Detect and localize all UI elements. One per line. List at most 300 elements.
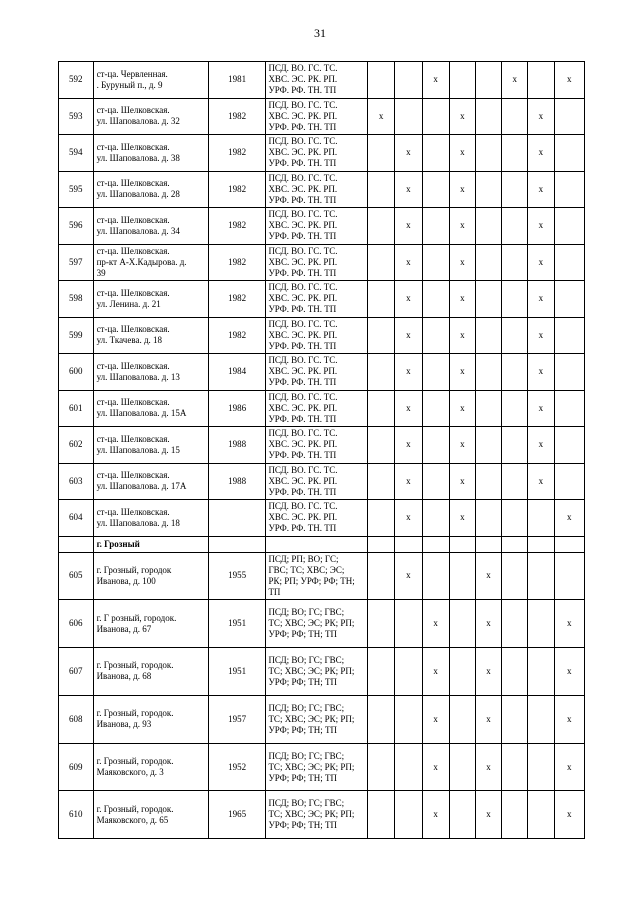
year-cell: 1982	[208, 281, 266, 318]
mark-cell	[449, 600, 475, 648]
address-line: ст-ца. Шелковская.	[96, 214, 170, 225]
address-cell	[93, 648, 208, 696]
address-line: ул. Шаповалова. д. 18	[96, 517, 180, 528]
table-row	[59, 135, 585, 172]
works-cell	[266, 62, 368, 99]
mark-cell	[554, 244, 584, 281]
year-cell: 1982	[208, 208, 266, 245]
works-line: ПСД. ВО. ГС. ТС.	[268, 464, 338, 475]
address-line: пр-кт А-Х.Кадырова. д.	[96, 256, 187, 267]
year-cell: 1986	[208, 390, 266, 427]
year-cell: 1988	[208, 463, 266, 500]
mark-cell	[475, 500, 501, 537]
mark-cell: x	[528, 463, 554, 500]
table-row	[59, 244, 585, 281]
address-line: ул. Шаповалова. д. 15А	[96, 408, 187, 419]
mark-cell: x	[395, 463, 422, 500]
works-cell	[266, 695, 368, 743]
mark-cell: x	[449, 500, 475, 537]
works-line: УРФ. РФ. ТН. ТП	[268, 158, 337, 169]
year-cell	[208, 500, 266, 537]
mark-cell: x	[554, 695, 584, 743]
works-line: ХВС. ЭС. РК. РП.	[268, 475, 338, 486]
mark-cell	[502, 500, 528, 537]
mark-cell	[368, 427, 395, 464]
works-cell	[266, 600, 368, 648]
mark-cell: x	[368, 98, 395, 135]
mark-cell	[395, 743, 422, 791]
year-cell: 1982	[208, 135, 266, 172]
works-line: ПСД. ВО. ГС. ТС.	[268, 136, 338, 147]
works-cell	[266, 98, 368, 135]
row-number: 599	[59, 317, 94, 354]
works-line: ХВС. ЭС. РК. РП.	[268, 147, 338, 158]
address-cell	[93, 427, 208, 464]
mark-cell	[368, 390, 395, 427]
works-cell	[266, 427, 368, 464]
address-line: ст-ца. Шелковская.	[96, 433, 170, 444]
mark-cell	[502, 552, 528, 600]
address-line: ст-ца. Червленная.	[96, 68, 168, 79]
mark-cell: x	[528, 244, 554, 281]
works-cell	[266, 463, 368, 500]
mark-cell: x	[395, 208, 422, 245]
year-cell: 1984	[208, 354, 266, 391]
works-line: ПСД. ВО. ГС. ТС.	[268, 172, 338, 183]
works-line: УРФ. РФ. ТН. ТП	[268, 413, 337, 424]
table-row	[59, 317, 585, 354]
mark-cell: x	[422, 743, 449, 791]
mark-cell	[475, 135, 501, 172]
works-line: УРФ; РФ; ТН; ТП	[268, 772, 337, 783]
mark-cell: x	[422, 695, 449, 743]
mark-cell: x	[422, 791, 449, 839]
mark-cell	[554, 135, 584, 172]
section-title: г. Грозный	[93, 536, 208, 552]
works-line: УРФ; РФ; ТН; ТП	[268, 724, 337, 735]
works-cell	[266, 743, 368, 791]
mark-cell	[422, 390, 449, 427]
works-line: ПСД. ВО. ГС. ТС.	[268, 209, 338, 220]
table-row	[59, 648, 585, 696]
mark-cell	[502, 317, 528, 354]
address-line: ул. Шаповалова. д. 28	[96, 189, 180, 200]
mark-cell	[368, 171, 395, 208]
works-line: УРФ. РФ. ТН. ТП	[268, 523, 337, 534]
mark-cell: x	[449, 427, 475, 464]
works-line: ПСД. ВО. ГС. ТС.	[268, 245, 338, 256]
table-row	[59, 463, 585, 500]
mark-cell: x	[554, 743, 584, 791]
mark-cell	[422, 281, 449, 318]
works-cell	[266, 244, 368, 281]
table-row	[59, 62, 585, 99]
mark-cell	[422, 354, 449, 391]
address-line: г. Г розный, городок.	[96, 612, 177, 623]
works-line: ПСД. ВО. ГС. ТС.	[268, 501, 338, 512]
mark-cell	[554, 390, 584, 427]
address-cell	[93, 600, 208, 648]
row-number: 598	[59, 281, 94, 318]
mark-cell	[395, 600, 422, 648]
mark-cell: x	[449, 463, 475, 500]
works-line: ПСД. ВО. ГС. ТС.	[268, 428, 338, 439]
works-line: ПСД. ВО. ГС. ТС.	[268, 63, 338, 74]
row-number: 595	[59, 171, 94, 208]
year-cell: 1982	[208, 317, 266, 354]
mark-cell: x	[475, 743, 501, 791]
mark-cell	[449, 552, 475, 600]
address-line: ул. Ткачева. д. 18	[96, 335, 163, 346]
address-line: Иванова, д. 93	[96, 719, 152, 730]
row-number: 596	[59, 208, 94, 245]
row-number: 602	[59, 427, 94, 464]
mark-cell	[554, 98, 584, 135]
mark-cell: x	[449, 390, 475, 427]
works-cell	[266, 390, 368, 427]
mark-cell	[528, 500, 554, 537]
mark-cell	[528, 695, 554, 743]
table-row	[59, 281, 585, 318]
mark-cell	[395, 648, 422, 696]
works-line: ПСД. ВО. ГС. ТС.	[268, 391, 338, 402]
works-line: УРФ; РФ; ТН; ТП	[268, 820, 337, 831]
address-cell	[93, 281, 208, 318]
address-cell	[93, 552, 208, 600]
mark-cell	[449, 791, 475, 839]
works-line: ХВС. ЭС. РК. РП.	[268, 402, 338, 413]
mark-cell	[368, 463, 395, 500]
address-line: ул. Шаповалова. д. 13	[96, 371, 180, 382]
mark-cell: x	[395, 317, 422, 354]
mark-cell	[475, 171, 501, 208]
works-line: ПСД. ВО. ГС. ТС.	[268, 282, 338, 293]
mark-cell: x	[528, 281, 554, 318]
mark-cell: x	[422, 648, 449, 696]
mark-cell	[528, 600, 554, 648]
address-line: ул. Шаповалова. д. 32	[96, 116, 180, 127]
mark-cell: x	[395, 390, 422, 427]
address-cell	[93, 743, 208, 791]
address-line: ст-ца. Шелковская.	[96, 324, 170, 335]
table-row	[59, 743, 585, 791]
mark-cell: x	[395, 500, 422, 537]
mark-cell: x	[554, 791, 584, 839]
mark-cell	[395, 98, 422, 135]
mark-cell: x	[395, 281, 422, 318]
mark-cell	[502, 390, 528, 427]
mark-cell: x	[475, 552, 501, 600]
mark-cell	[502, 427, 528, 464]
works-line: ТС; ХВС; ЭС; РК; РП;	[268, 665, 355, 676]
mark-cell	[449, 695, 475, 743]
works-line: ПСД; ВО; ГС; ГВС;	[268, 798, 345, 809]
mark-cell	[475, 281, 501, 318]
mark-cell	[475, 208, 501, 245]
mark-cell	[528, 552, 554, 600]
works-line: УРФ. РФ. ТН. ТП	[268, 340, 337, 351]
section-header-row	[59, 536, 585, 552]
year-cell: 1955	[208, 552, 266, 600]
address-line: ст-ца. Шелковская.	[96, 245, 170, 256]
mark-cell: x	[395, 552, 422, 600]
mark-cell: x	[395, 427, 422, 464]
mark-cell: x	[528, 208, 554, 245]
year-cell: 1982	[208, 244, 266, 281]
mark-cell	[368, 62, 395, 99]
works-line: ХВС. ЭС. РК. РП.	[268, 366, 338, 377]
mark-cell: x	[475, 600, 501, 648]
mark-cell: x	[395, 135, 422, 172]
mark-cell	[368, 135, 395, 172]
address-line: ул. Шаповалова. д. 17А	[96, 481, 187, 492]
mark-cell	[368, 244, 395, 281]
mark-cell	[422, 135, 449, 172]
mark-cell	[502, 743, 528, 791]
works-line: РК; РП; УРФ; РФ; ТН;	[268, 575, 355, 586]
works-line: ХВС. ЭС. РК. РП.	[268, 439, 338, 450]
mark-cell	[422, 427, 449, 464]
mark-cell: x	[449, 135, 475, 172]
address-cell	[93, 244, 208, 281]
address-line: ст-ца. Шелковская.	[96, 360, 170, 371]
mark-cell	[368, 317, 395, 354]
works-line: УРФ. РФ. ТН. ТП	[268, 450, 337, 461]
mark-cell: x	[449, 171, 475, 208]
table-row	[59, 354, 585, 391]
address-cell	[93, 354, 208, 391]
address-line: ст-ца. Шелковская.	[96, 470, 170, 481]
works-line: ПСД. ВО. ГС. ТС.	[268, 318, 338, 329]
works-line: УРФ. РФ. ТН. ТП	[268, 121, 337, 132]
table-row	[59, 390, 585, 427]
mark-cell	[502, 648, 528, 696]
mark-cell	[475, 244, 501, 281]
address-cell	[93, 500, 208, 537]
address-cell	[93, 98, 208, 135]
mark-cell	[368, 552, 395, 600]
year-cell: 1957	[208, 695, 266, 743]
mark-cell	[368, 600, 395, 648]
mark-cell: x	[502, 62, 528, 99]
address-cell	[93, 695, 208, 743]
mark-cell	[502, 208, 528, 245]
works-line: УРФ. РФ. ТН. ТП	[268, 377, 337, 388]
mark-cell	[554, 317, 584, 354]
mark-cell: x	[475, 695, 501, 743]
mark-cell	[368, 208, 395, 245]
mark-cell	[554, 281, 584, 318]
works-cell	[266, 208, 368, 245]
mark-cell	[368, 695, 395, 743]
works-line: ХВС. ЭС. РК. РП.	[268, 74, 338, 85]
works-cell	[266, 500, 368, 537]
mark-cell	[528, 648, 554, 696]
mark-cell	[475, 390, 501, 427]
mark-cell	[422, 208, 449, 245]
address-cell	[93, 135, 208, 172]
mark-cell: x	[528, 390, 554, 427]
works-line: ПСД. ВО. ГС. ТС.	[268, 355, 338, 366]
mark-cell: x	[475, 648, 501, 696]
mark-cell	[368, 281, 395, 318]
table-row	[59, 695, 585, 743]
address-line: Маяковского, д. 65	[96, 814, 169, 825]
mark-cell	[502, 600, 528, 648]
mark-cell: x	[449, 354, 475, 391]
row-number: 609	[59, 743, 94, 791]
works-line: ХВС. ЭС. РК. РП.	[268, 220, 338, 231]
mark-cell	[502, 171, 528, 208]
address-cell	[93, 62, 208, 99]
row-number: 608	[59, 695, 94, 743]
address-line: . Буруный п., д. 9	[96, 79, 163, 90]
address-cell	[93, 171, 208, 208]
mark-cell	[422, 500, 449, 537]
year-cell: 1982	[208, 171, 266, 208]
section-num-cell	[59, 536, 94, 552]
address-line: ст-ца. Шелковская.	[96, 506, 170, 517]
mark-cell	[475, 354, 501, 391]
mark-cell: x	[554, 500, 584, 537]
mark-cell	[422, 98, 449, 135]
mark-cell: x	[528, 317, 554, 354]
mark-cell	[475, 427, 501, 464]
works-line: ТС; ХВС; ЭС; РК; РП;	[268, 713, 355, 724]
works-line: УРФ. РФ. ТН. ТП	[268, 486, 337, 497]
works-line: УРФ. РФ. ТН. ТП	[268, 231, 337, 242]
row-number: 594	[59, 135, 94, 172]
mark-cell	[422, 552, 449, 600]
mark-cell	[422, 171, 449, 208]
mark-cell	[368, 648, 395, 696]
row-number: 601	[59, 390, 94, 427]
address-line: г. Грозный, городок	[96, 564, 172, 575]
mark-cell	[554, 208, 584, 245]
works-line: ХВС. ЭС. РК. РП.	[268, 110, 338, 121]
address-line: 39	[96, 267, 106, 278]
address-cell	[93, 317, 208, 354]
address-line: ст-ца. Шелковская.	[96, 105, 170, 116]
row-number: 603	[59, 463, 94, 500]
address-cell	[93, 463, 208, 500]
mark-cell: x	[554, 648, 584, 696]
page-number: 31	[314, 26, 326, 40]
address-line: г. Грозный, городок.	[96, 660, 174, 671]
mark-cell	[395, 791, 422, 839]
mark-cell	[422, 244, 449, 281]
mark-cell	[502, 281, 528, 318]
mark-cell	[368, 354, 395, 391]
works-line: ТП	[268, 586, 281, 597]
works-line: ПСД. ВО. ГС. ТС.	[268, 99, 338, 110]
mark-cell	[422, 463, 449, 500]
year-cell: 1952	[208, 743, 266, 791]
mark-cell	[554, 354, 584, 391]
row-number: 605	[59, 552, 94, 600]
table-row	[59, 427, 585, 464]
year-cell: 1965	[208, 791, 266, 839]
works-line: УРФ. РФ. ТН. ТП	[268, 304, 337, 315]
row-number: 597	[59, 244, 94, 281]
table-row	[59, 171, 585, 208]
works-line: ГВС; ТС; ХВС; ЭС;	[268, 564, 345, 575]
address-line: ст-ца. Шелковская.	[96, 178, 170, 189]
works-line: УРФ. РФ. ТН. ТП	[268, 194, 337, 205]
works-cell	[266, 171, 368, 208]
mark-cell	[554, 463, 584, 500]
mark-cell: x	[528, 135, 554, 172]
mark-cell	[502, 98, 528, 135]
mark-cell	[449, 648, 475, 696]
mark-cell	[475, 317, 501, 354]
address-line: Иванова, д. 67	[96, 623, 152, 634]
works-line: ХВС. ЭС. РК. РП.	[268, 293, 338, 304]
mark-cell: x	[554, 600, 584, 648]
works-line: УРФ. РФ. ТН. ТП	[268, 85, 337, 96]
mark-cell	[449, 62, 475, 99]
address-line: Иванова, д. 100	[96, 575, 156, 586]
address-line: Иванова, д. 68	[96, 671, 152, 682]
mark-cell	[475, 62, 501, 99]
works-line: ХВС. ЭС. РК. РП.	[268, 256, 338, 267]
row-number: 604	[59, 500, 94, 537]
address-line: ул. Шаповалова. д. 15	[96, 444, 180, 455]
year-cell: 1982	[208, 98, 266, 135]
mark-cell	[502, 695, 528, 743]
mark-cell	[502, 463, 528, 500]
address-line: г. Грозный, городок.	[96, 803, 174, 814]
year-cell: 1951	[208, 600, 266, 648]
mark-cell	[502, 135, 528, 172]
works-line: ХВС. ЭС. РК. РП.	[268, 329, 338, 340]
year-cell: 1951	[208, 648, 266, 696]
mark-cell	[528, 791, 554, 839]
mark-cell: x	[422, 62, 449, 99]
row-number: 610	[59, 791, 94, 839]
row-number: 606	[59, 600, 94, 648]
works-cell	[266, 317, 368, 354]
works-line: УРФ; РФ; ТН; ТП	[268, 676, 337, 687]
works-cell	[266, 648, 368, 696]
mark-cell	[528, 62, 554, 99]
mark-cell: x	[449, 317, 475, 354]
mark-cell: x	[449, 208, 475, 245]
row-number: 593	[59, 98, 94, 135]
table-row	[59, 98, 585, 135]
address-line: ул. Ленина. д. 21	[96, 298, 161, 309]
works-cell	[266, 552, 368, 600]
address-line: г. Грозный, городок.	[96, 708, 174, 719]
works-line: ПСД; ВО; ГС; ГВС;	[268, 607, 345, 618]
year-cell: 1981	[208, 62, 266, 99]
address-cell	[93, 208, 208, 245]
address-line: Маяковского, д. 3	[96, 767, 164, 778]
mark-cell: x	[395, 354, 422, 391]
works-line: УРФ; РФ; ТН; ТП	[268, 629, 337, 640]
mark-cell	[395, 695, 422, 743]
works-line: ПСД; РП; ВО; ГС;	[268, 553, 339, 564]
works-line: ТС; ХВС; ЭС; РК; РП;	[268, 761, 355, 772]
mark-cell: x	[449, 244, 475, 281]
works-cell	[266, 281, 368, 318]
mark-cell	[475, 463, 501, 500]
mark-cell	[502, 791, 528, 839]
mark-cell	[449, 743, 475, 791]
mark-cell: x	[528, 98, 554, 135]
housing-works-table	[58, 61, 585, 839]
address-line: ул. Шаповалова. д. 34	[96, 225, 180, 236]
